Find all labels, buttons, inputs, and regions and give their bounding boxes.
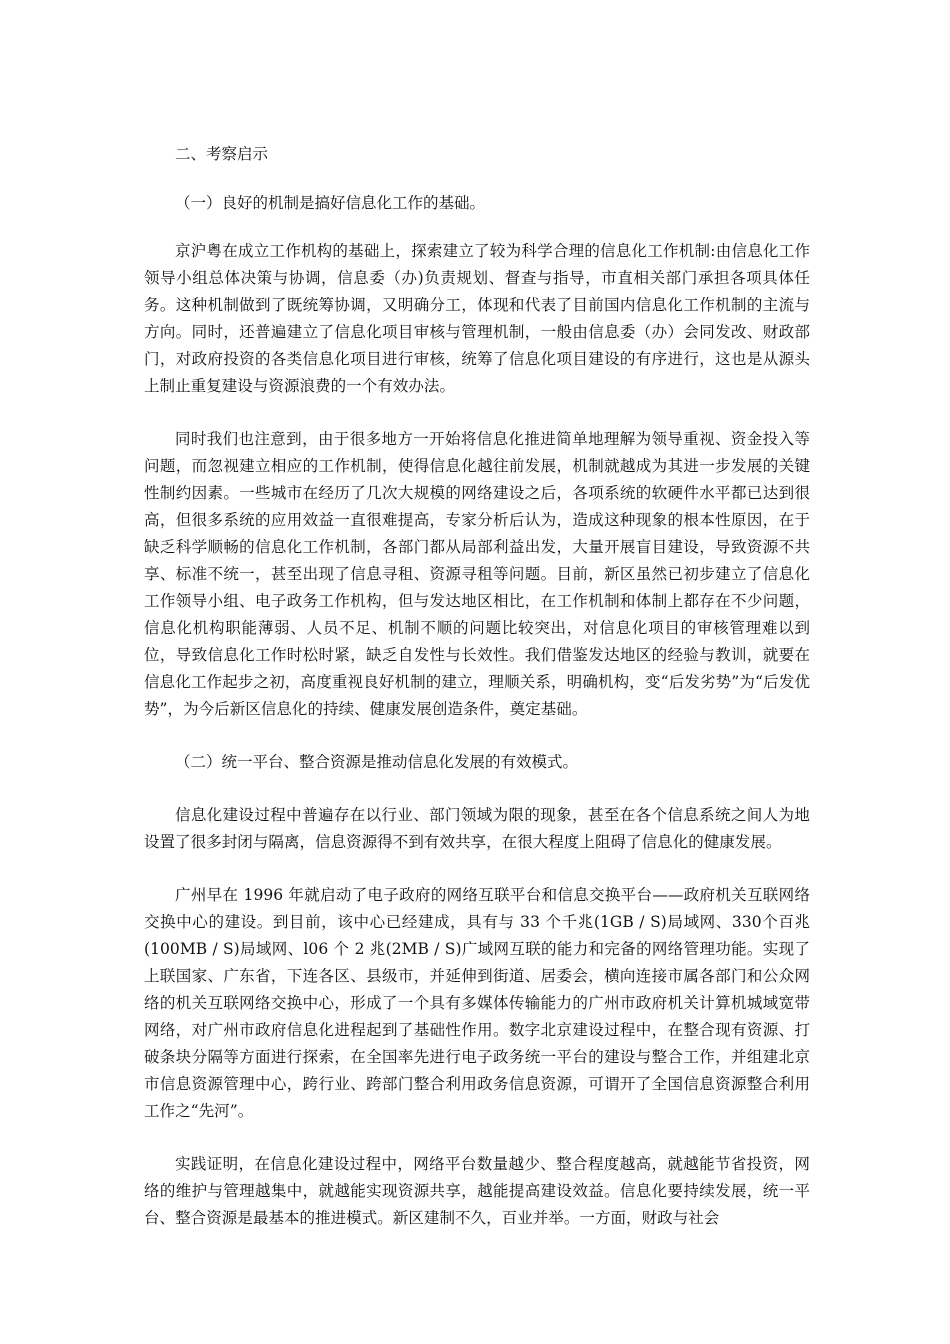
paragraph-1: 京沪粤在成立工作机构的基础上，探索建立了较为科学合理的信息化工作机制:由信息化工作领导小组总体决策与协调，信息委（办)负责规划、督查与指导，市直相关部门承担各项具体任务。这种机制做到了既统筹协调，又明确分工，体现和代表了目前国内信息化工作机制的主流与方向。同时，还普遍建立了信息化项目审核与管理机制，一般由信息委（办）会同发改、财政部门，对政府投资的各类信息化项目进行审核，统筹了信息化项目建设的有序进行，这也是从源头上制止重复建设与资源浪费的一个有效办法。 [144, 242, 810, 395]
section-heading: 二、考察启示 [175, 145, 269, 163]
paragraph-3: 信息化建设过程中普遍存在以行业、部门领域为限的现象，甚至在各个信息系统之间人为地设置了很多封闭与隔离，信息资源得不到有效共享，在很大程度上阻碍了信息化的健康发展。 [144, 806, 810, 851]
paragraph-4: 广州早在 1996 年就启动了电子政府的网络互联平台和信息交换平台——政府机关互联网络交换中心的建设。到目前，该中心已经建成，具有与 33 个千兆(1GB / S)局域网、330个百兆(100MB / S)局域网、l06 个 2 兆(2MB / S)广域网互联的能力和完备的网络管理功能。实现了上联国家、广东省，下连各区、县级市，并延伸到街道、居委会，横向连接市属各部门和公众网络的机关互联网络交换中心，形成了一个具有多媒体传输能力的广州市政府机关计算机城域宽带网络，对广州市政府信息化进程起到了基础性作用。数字北京建设过程中，在整合现有资源、打破条块分隔等方面进行探索，在全国率先进行电子政务统一平台的建设与整合工作，并组建北京市信息资源管理中心，跨行业、跨部门整合利用政务信息资源，可谓开了全国信息资源整合利用工作之“先河”。 [144, 886, 810, 1120]
paragraph-2: 同时我们也注意到，由于很多地方一开始将信息化推进简单地理解为领导重视、资金投入等问题，而忽视建立相应的工作机制，使得信息化越往前发展，机制就越成为其进一步发展的关键性制约因素。一些城市在经历了几次大规模的网络建设之后，各项系统的软硬件水平都已达到很高，但很多系统的应用效益一直很难提高，专家分析后认为，造成这种现象的根本性原因，在于缺乏科学顺畅的信息化工作机制，各部门都从局部利益出发，大量开展盲目建设，导致资源不共享、标准不统一，甚至出现了信息寻租、资源寻租等问题。目前，新区虽然已初步建立了信息化工作领导小组、电子政务工作机构，但与发达地区相比，在工作机制和体制上都存在不少问题，信息化机构职能薄弱、人员不足、机制不顺的问题比较突出，对信息化项目的审核管理难以到位，导致信息化工作时松时紧，缺乏自发性与长效性。我们借鉴发达地区的经验与教训，就要在信息化工作起步之初，高度重视良好机制的建立，理顺关系，明确机构，变“后发劣势”为“后发优势”，为今后新区信息化的持续、健康发展创造条件，奠定基础。 [144, 430, 810, 718]
subsection-heading-2: （二）统一平台、整合资源是推动信息化发展的有效模式。 [175, 753, 579, 771]
paragraph-5: 实践证明，在信息化建设过程中，网络平台数量越少、整合程度越高，就越能节省投资，网络的维护与管理越集中，就越能实现资源共享，越能提高建设效益。信息化要持续发展，统一平台、整合资源是最基本的推进模式。新区建制不久，百业并举。一方面，财政与社会 [144, 1155, 810, 1227]
subsection-heading-1: （一）良好的机制是搞好信息化工作的基础。 [175, 194, 486, 212]
document-body [144, 141, 810, 1232]
